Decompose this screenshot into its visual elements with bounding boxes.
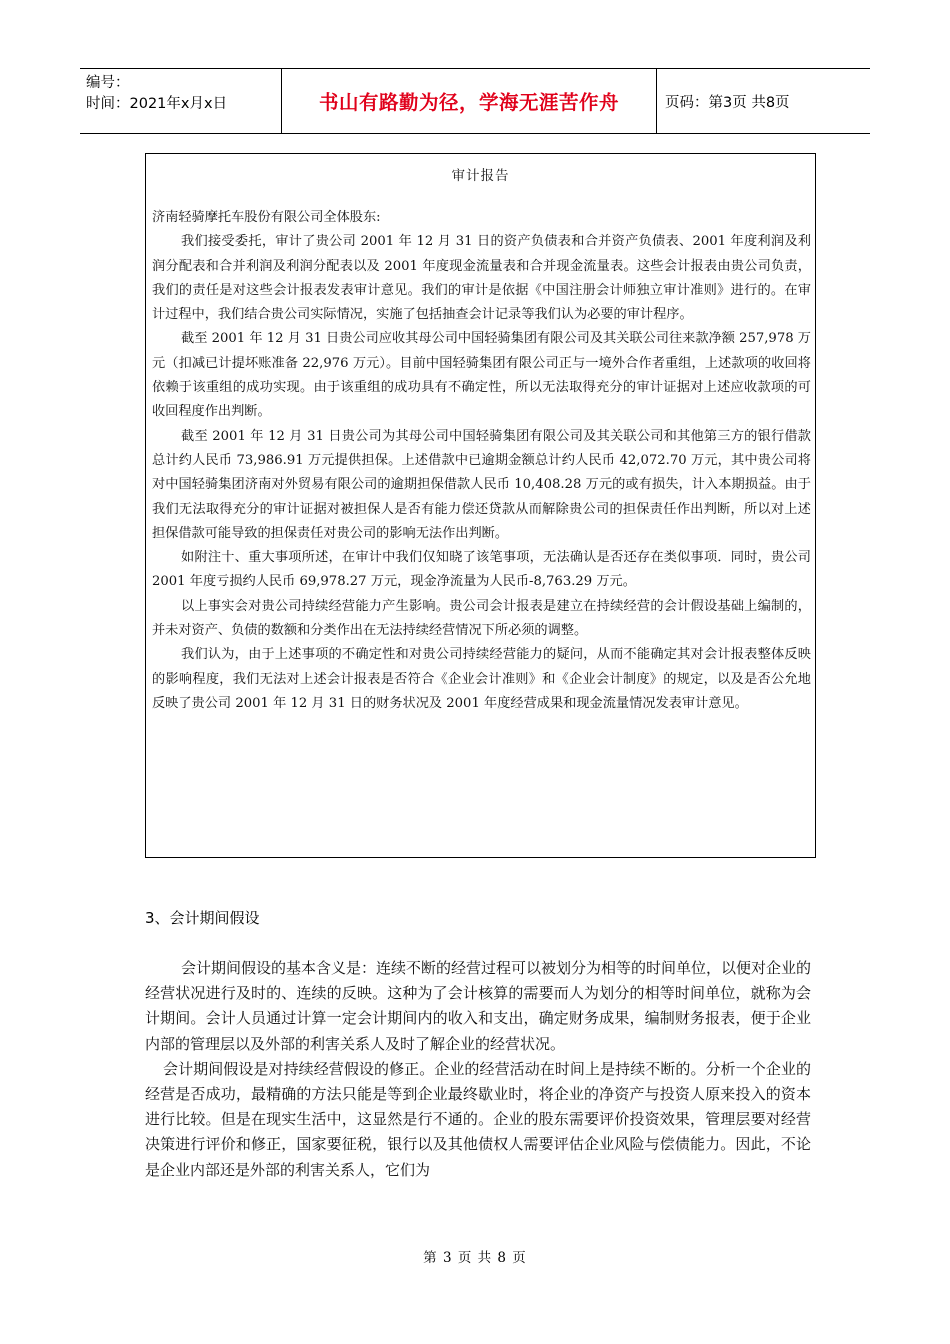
report-paragraph: 我们接受委托，审计了贵公司 2001 年 12 月 31 日的资产负债表和合并资产负债表、2001 年度利润及利润分配表和合并利润及利润分配表以及 2001 年度现金流量表和合并现金流量表。这些会计报表由贵公司负责，我们的责任是对这些会计报表发表审计意见。我们的审计是依据《中国注册会计师独立审计准则》进行的。在审计过程中，我们结合贵公司实际情况，实施了包括抽查会计记录等我们认为必要的审计程序。 <box>152 234 811 323</box>
header-number-label: 编号： <box>86 75 130 91</box>
header-page-label: 页码：第3页 共8页 <box>665 94 790 111</box>
report-paragraph: 以上事实会对贵公司持续经营能力产生影响。贵公司会计报表是建立在持续经营的会计假设基础上编制的，并未对资产、负债的数额和分类作出在无法持续经营情况下所必须的调整。 <box>152 598 811 639</box>
report-body <box>152 206 811 716</box>
report-salutation: 济南轻骑摩托车股份有限公司全体股东: <box>152 210 381 225</box>
report-paragraph: 截至 2001 年 12 月 31 日贵公司为其母公司中国轻骑集团有限公司及其关联公司和其他第三方的银行借款总计约人民币 73,986.91 万元提供担保。上述借款中已逾期金额总计约人民币 42,072.70 万元，其中贵公司将对中国轻骑集团济南对外贸易有限公司的逾期担保借款人民币 10,408.28 万元的或有损失，计入本期损益。由于我们无法取得充分的审计证据对被担保人是否有能力偿还贷款从而解除贵公司的担保责任作出判断，所以对上述担保借款可能导致的担保责任对贵公司的影响无法作出判断。 <box>152 428 811 541</box>
section-title: 3、会计期间假设 <box>145 909 260 927</box>
report-title: 审计报告 <box>451 168 510 184</box>
page-header <box>80 68 870 134</box>
report-paragraph: 截至 2001 年 12 月 31 日贵公司应收其母公司中国轻骑集团有限公司及其关联公司往来款净额 257,978 万元（扣减已计提坏账准备 22,976 万元）。目前中国轻骑集团有限公司正与一境外合作者重组，上述款项的收回将依赖于该重组的成功实现。由于该重组的成功具有不确定性，所以无法取得充分的审计证据对上述应收款项的可收回程度作出判断。 <box>152 331 811 420</box>
header-meta <box>80 69 282 133</box>
audit-report-box <box>145 153 816 858</box>
header-motto: 书山有路勤为径，学海无涯苦作舟 <box>282 69 657 133</box>
section-paragraph: 会计期间假设是对持续经营假设的修正。企业的经营活动在时间上是持续不断的。分析一个企业的经营是否成功，最精确的方法只能是等到企业最终歇业时，将企业的净资产与投资人原来投入的资本进行比较。但是在现实生活中，这显然是行不通的。企业的股东需要评价投资效果，管理层要对经营决策进行评价和修正，国家要征税，银行以及其他债权人需要评估企业风险与偿债能力。因此，不论是企业内部还是外部的利害关系人，它们为 <box>145 1059 811 1179</box>
page-footer: 第 3 页 共 8 页 <box>423 1250 527 1266</box>
report-paragraph: 如附注十、重大事项所述，在审计中我们仅知晓了该笔事项，无法确认是否还存在类似事项．同时，贵公司 2001 年度亏损约人民币 69,978.27 万元，现金净流量为人民币-8,763.29 万元。 <box>152 550 811 590</box>
header-time-label: 时间：2021年x月x日 <box>86 96 228 112</box>
section-paragraph: 会计期间假设的基本含义是：连续不断的经营过程可以被划分为相等的时间单位，以便对企业的经营状况进行及时的、连续的反映。这种为了会计核算的需要而人为划分的相等时间单位，就称为会计期间。会计人员通过计算一定会计期间内的收入和支出，确定财务成果，编制财务报表，便于企业内部的管理层以及外部的利害关系人及时了解企业的经营状况。 <box>145 959 812 1053</box>
section-body <box>145 956 811 1183</box>
report-paragraph: 我们认为，由于上述事项的不确定性和对贵公司持续经营能力的疑问，从而不能确定其对会计报表整体反映的影响程度，我们无法对上述会计报表是否符合《企业会计准则》和《企业会计制度》的规定，以及是否公允地反映了贵公司 2001 年 12 月 31 日的财务状况及 2001 年度经营成果和现金流量情况发表审计意见。 <box>152 647 811 711</box>
